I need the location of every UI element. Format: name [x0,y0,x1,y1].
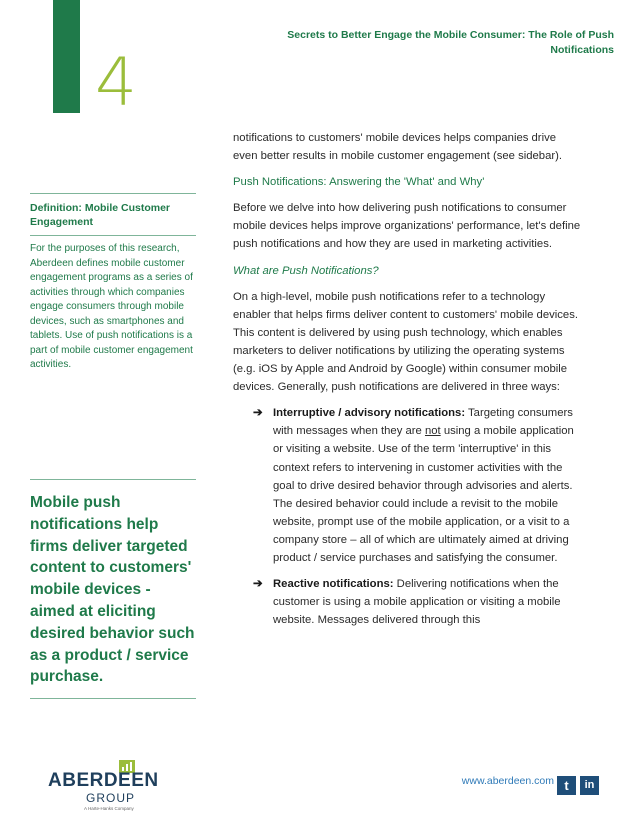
definition-title: Definition: Mobile Customer Engagement [30,202,170,228]
document-title: Secrets to Better Engage the Mobile Consumer: The Role of Push Notifications [287,29,614,56]
definition-body: For the purposes of this research, Aberdeen defines mobile customer engagement programs as a series of activities through which companies engage consumers through mobile devices, such as smartphones and tablets. Use of push notifications is a part of mobile customer engagement activities. [30,243,193,370]
pull-quote: Mobile push notifications help firms deliver targeted content to customers' mobile devices - aimed at eliciting desired behavior such as a product / service purchase. [30,494,195,686]
website-link[interactable]: www.aberdeen.com [461,775,554,787]
logo-wordmark: ABERDEEN [48,770,159,791]
logo-tagline: A Harte-Hanks Company [84,806,134,811]
page-number: 4 [95,44,137,121]
list-item [253,575,581,629]
body-paragraph: On a high-level, mobile push notifications refer to a technology enabler that helps firms deliver content to customers' mobile devices. This content is delivered by using push technology, which enables marketers to deliver notifications by utilizing the operating systems (e.g. iOS by Apple and Android by Google) within consumer mobile devices. Generally, push notifications are delivered in three ways: [233,290,578,394]
list-item-text: using a mobile application or visiting a website. Use of the term 'interruptive' in this context refers to intervening in customer activities with the goal to drive desired behavior through advisories and alerts. The desired behavior could include a revisit to the mobile website, prompt use of the mobile application, or a visit to a company store – all of which are ultimately aimed at driving product / service purchases and satisfying the consumer. [273,425,574,564]
divider [30,698,196,699]
header-accent-bar [53,0,80,113]
twitter-icon[interactable]: t [557,776,576,795]
emphasis-text: not [424,425,441,438]
subsection-heading: What are Push Notifications? [233,264,379,277]
list-item [253,404,581,567]
notification-types-list [253,404,581,629]
pull-quote-box [30,479,196,699]
arrow-right-icon: ➔ [253,578,263,591]
main-content [233,129,581,637]
section-heading: Push Notifications: Answering the 'What' and Why' [233,176,485,189]
arrow-right-icon: ➔ [253,407,263,420]
list-item-title: Reactive notifications: [273,578,394,591]
logo-group-text: GROUP [86,791,136,805]
definition-sidebar [30,193,196,373]
list-item-title: Interruptive / advisory notifications: [273,407,466,420]
list-item-text: Delivering notifications when the customer is using a mobile application or visiting a mobile website. Messages delivered through this [273,578,561,627]
intro-paragraph: notifications to customers' mobile devices helps companies drive even better results in mobile customer engagement (see sidebar). [233,132,563,163]
body-paragraph: Before we delve into how delivering push notifications to consumer mobile devices helps improve organizations' performance, let's define push notifications and how they are used in marketing activities. [233,202,581,251]
list-item-text: Targeting consumers with messages when they are [273,407,573,438]
linkedin-icon[interactable]: in [580,776,599,795]
